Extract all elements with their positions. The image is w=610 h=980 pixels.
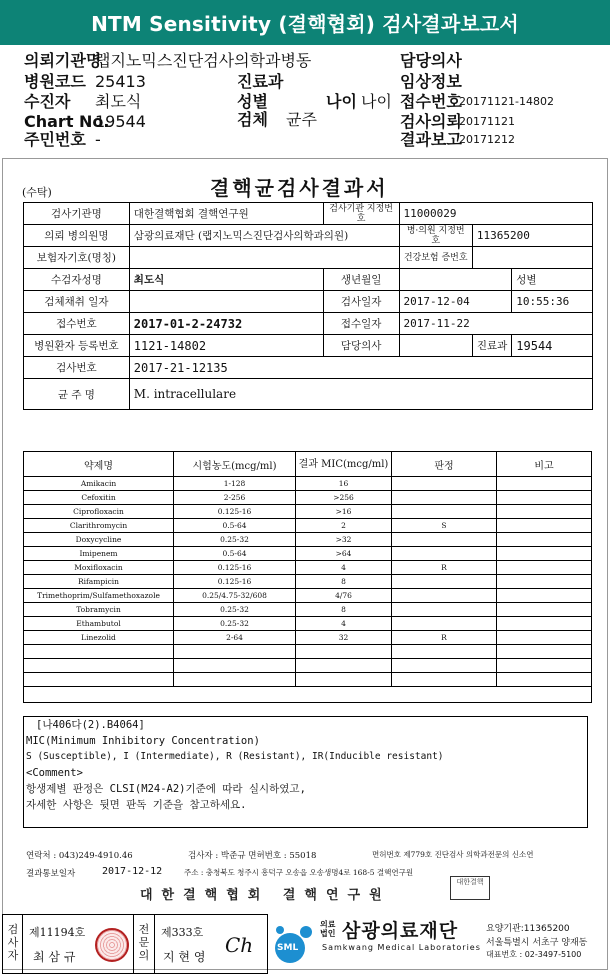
drug-remark-cell xyxy=(497,631,592,645)
drug-row xyxy=(24,491,592,505)
report-date-value: 20171212 xyxy=(459,133,515,146)
org-english-name: Samkwang Medical Laboratories xyxy=(322,943,481,952)
sex-cell xyxy=(512,269,593,291)
drug-row xyxy=(24,603,592,617)
health-cert-label: 건강보험 증번호 xyxy=(399,247,472,269)
drug-conc-cell: 0.125-16 xyxy=(174,561,296,575)
empty-cell xyxy=(497,673,592,687)
request-date-label: 검사의뢰 xyxy=(400,112,462,131)
report-title-bar xyxy=(0,0,610,45)
comment-box xyxy=(23,716,588,828)
drug-interp-cell xyxy=(392,505,497,519)
dept-label: 진료과 xyxy=(237,72,284,91)
empty-cell xyxy=(392,645,497,659)
association-name: 대한결핵협회 결핵연구원 xyxy=(140,888,391,903)
drug-name-cell: Rifampicin xyxy=(24,575,174,589)
patient-info-table xyxy=(23,202,593,410)
drug-row xyxy=(24,477,592,491)
lab-id-label: 검사기관 지정번호 xyxy=(323,203,399,225)
test-no-value: 2017-21-12135 xyxy=(129,357,592,379)
drug-remark-cell xyxy=(497,561,592,575)
test-date-value: 2017-12-04 xyxy=(399,291,512,313)
specialist-vertical-label: 전문의 xyxy=(138,923,150,962)
drug-remark-cell xyxy=(497,617,592,631)
examiner-license-no: 제11194호 xyxy=(29,926,86,939)
hospital-id-value: 11365200 xyxy=(472,225,592,247)
specimen-label: 검체 xyxy=(237,110,268,129)
drug-name-cell: Cefoxitin xyxy=(24,491,174,505)
drug-interp-cell xyxy=(392,589,497,603)
drug-name-cell: Imipenem xyxy=(24,547,174,561)
request-date-value: 20171121 xyxy=(459,115,515,128)
signature-box xyxy=(2,914,268,974)
department-label: 진료과 xyxy=(472,335,511,357)
empty-cell xyxy=(296,659,392,673)
drug-mic-cell: 32 xyxy=(296,631,392,645)
report-date-label: 결과보고 xyxy=(400,130,462,149)
drug-conc-cell: 2-256 xyxy=(174,491,296,505)
specialist-license-no: 제333호 xyxy=(161,926,204,939)
footer-examiner: 검사자 : 박준규 면허번호 : 55018 xyxy=(188,851,317,861)
drug-mic-cell: 8 xyxy=(296,575,392,589)
name-value: 최도식 xyxy=(129,269,323,291)
empty-cell xyxy=(497,659,592,673)
sml-logo-text: SML xyxy=(277,943,299,953)
official-stamp xyxy=(450,876,490,900)
clinical-info-label: 임상정보 xyxy=(400,72,462,91)
drug-interp-cell: R xyxy=(392,631,497,645)
drug-row xyxy=(24,533,592,547)
empty-cell xyxy=(174,659,296,673)
footer-address: 주소 : 충청북도 청주시 흥덕구 오송읍 오송생명4로 168-5 결핵연구원 xyxy=(184,868,414,877)
hospital-code-value: 25413 xyxy=(95,72,146,91)
drug-conc-cell: 0.125-16 xyxy=(174,575,296,589)
chart-no-value: 19544 xyxy=(95,112,146,131)
comment-line-5: 자세한 사항은 뒷면 판독 기준을 참고하세요. xyxy=(26,799,247,811)
empty-row xyxy=(24,659,592,673)
test-no-label: 검사번호 xyxy=(24,357,130,379)
drug-row xyxy=(24,505,592,519)
report-title: NTM Sensitivity (결핵협회) 검사결과보고서 xyxy=(91,12,519,36)
drug-row xyxy=(24,519,592,533)
empty-cell xyxy=(24,659,174,673)
patient-reg-value: 1121-14802 xyxy=(129,335,323,357)
receive-date-label: 접수일자 xyxy=(323,313,399,335)
drug-name-cell: Doxycycline xyxy=(24,533,174,547)
attending-doctor-value xyxy=(399,335,472,357)
drug-remark-cell xyxy=(497,519,592,533)
drug-remark-cell xyxy=(497,477,592,491)
sml-logo-icon xyxy=(270,922,314,966)
stamp-text: 대한결핵 xyxy=(456,878,484,886)
empty-cell xyxy=(24,687,592,703)
empty-row xyxy=(24,645,592,659)
drug-remark-cell xyxy=(497,533,592,547)
drug-mic-cell: >64 xyxy=(296,547,392,561)
drug-mic-cell: >32 xyxy=(296,533,392,547)
receive-date-value: 2017-11-22 xyxy=(399,313,592,335)
drug-name-cell: Tobramycin xyxy=(24,603,174,617)
lab-id-value: 11000029 xyxy=(399,203,592,225)
footer-license: 면허번호 제779호 진단검사 의학과전문의 신소연 xyxy=(372,850,534,859)
drug-remark-cell xyxy=(497,491,592,505)
strain-value: M. intracellulare xyxy=(129,379,592,410)
reg-no-label: 접수번호 xyxy=(24,313,130,335)
patient-reg-label: 병원환자 등록번호 xyxy=(24,335,130,357)
collect-date-value xyxy=(129,291,323,313)
examiner-name: 최 삼 규 xyxy=(33,950,76,964)
drug-mic-cell: 4/76 xyxy=(296,589,392,603)
signature-bar xyxy=(2,914,606,976)
examiner-seal-icon xyxy=(95,928,129,962)
drug-sensitivity-table xyxy=(23,451,592,703)
org-code-line: 요양기관:11365200 xyxy=(486,924,570,934)
drug-interp-cell: R xyxy=(392,561,497,575)
drug-row xyxy=(24,561,592,575)
empty-cell xyxy=(497,645,592,659)
drug-interp-cell xyxy=(392,575,497,589)
empty-row xyxy=(24,673,592,687)
comment-line-3: <Comment> xyxy=(26,767,83,779)
drug-row xyxy=(24,631,592,645)
receipt-no-label: 접수번호 xyxy=(400,92,462,111)
org-prefix: 의료 법인 xyxy=(320,920,336,938)
attending-doctor-label: 담당의사 xyxy=(323,335,399,357)
drug-conc-cell: 0.25-32 xyxy=(174,603,296,617)
reg-no-value: 2017-01-2-24732 xyxy=(129,313,323,335)
test-date-label: 검사일자 xyxy=(323,291,399,313)
strain-label: 균 주 명 xyxy=(24,379,130,410)
drug-conc-cell: 0.5-64 xyxy=(174,547,296,561)
comment-line-4: 항생제별 판정은 CLSI(M24-A2)기준에 따라 실시하였고, xyxy=(26,783,306,795)
ssn-label: 주민번호 xyxy=(24,130,86,149)
specialist-name: 지 현 영 xyxy=(163,950,206,964)
department-value: 19544 xyxy=(512,335,593,357)
patient-value: 최도식 xyxy=(95,92,142,111)
footer-report-date-label: 결과통보일자 xyxy=(26,869,76,879)
request-hospital-value: 삼광의료재단 (랩지노믹스진단검사의학과의원) xyxy=(129,225,399,247)
footer-contact: 연락처 : 043)249-4910.46 xyxy=(26,851,133,861)
drug-name-cell: Ciprofloxacin xyxy=(24,505,174,519)
test-conc-header: 시험농도(mcg/ml) xyxy=(174,452,296,477)
birth-value xyxy=(399,269,512,291)
interpretation-header: 판정 xyxy=(392,452,497,477)
mic-header: 결과 MIC(mcg/ml) xyxy=(296,452,392,477)
institution-label: 의뢰기관명 xyxy=(24,51,102,70)
birth-label: 생년월일 xyxy=(323,269,399,291)
drug-remark-cell xyxy=(497,589,592,603)
drug-conc-cell: 1-128 xyxy=(174,477,296,491)
sex-label-report: 성별 xyxy=(516,274,537,286)
drug-mic-cell: 4 xyxy=(296,617,392,631)
request-hospital-label: 의뢰 병의원명 xyxy=(24,225,130,247)
patient-label: 수진자 xyxy=(24,92,71,111)
drug-mic-cell: 4 xyxy=(296,561,392,575)
receipt-no-value: 20171121-14802 xyxy=(459,95,554,108)
drug-name-cell: Ethambutol xyxy=(24,617,174,631)
empty-cell xyxy=(392,659,497,673)
drug-row xyxy=(24,617,592,631)
age-value: 나이 xyxy=(361,92,392,111)
drug-interp-cell xyxy=(392,477,497,491)
name-label: 수검자성명 xyxy=(24,269,130,291)
drug-conc-cell: 2-64 xyxy=(174,631,296,645)
org-phone-line: 대표번호 : 02-3497-5100 xyxy=(486,950,582,959)
empty-cell xyxy=(174,673,296,687)
drug-conc-cell: 0.125-16 xyxy=(174,505,296,519)
drug-interp-cell xyxy=(392,617,497,631)
sex-label: 성별 xyxy=(237,92,268,111)
drug-name-cell: Amikacin xyxy=(24,477,174,491)
health-cert-value xyxy=(472,247,592,269)
drug-interp-cell xyxy=(392,533,497,547)
examiner-vertical-label: 검사자 xyxy=(7,923,19,962)
empty-cell xyxy=(296,645,392,659)
drug-remark-cell xyxy=(497,575,592,589)
drug-conc-cell: 0.25/4.75-32/608 xyxy=(174,589,296,603)
comment-line-1: MIC(Minimum Inhibitory Concentration) xyxy=(26,735,260,747)
insurance-value xyxy=(129,247,399,269)
drug-remark-cell xyxy=(497,603,592,617)
lab-value: 대한결핵협회 결핵연구원 xyxy=(129,203,323,225)
org-address-line: 서울특별시 서초구 양재동 xyxy=(486,938,588,948)
empty-cell xyxy=(392,673,497,687)
doctor-label: 담당의사 xyxy=(400,51,462,70)
drug-name-cell: Moxifloxacin xyxy=(24,561,174,575)
drug-interp-cell: S xyxy=(392,519,497,533)
drug-conc-cell: 0.5-64 xyxy=(174,519,296,533)
empty-cell xyxy=(24,673,174,687)
drug-mic-cell: >256 xyxy=(296,491,392,505)
drug-name-header: 약제명 xyxy=(24,452,174,477)
drug-row xyxy=(24,547,592,561)
report-main-title: 결핵균검사결과서 xyxy=(210,176,389,200)
drug-row xyxy=(24,575,592,589)
drug-interp-cell xyxy=(392,491,497,505)
hospital-code-label: 병원코드 xyxy=(24,72,86,91)
insurance-label: 보험자기호(명칭) xyxy=(24,247,130,269)
hospital-id-label: 병·의원 지정번호 xyxy=(399,225,472,247)
ssn-value: - xyxy=(95,130,101,149)
drug-mic-cell: >16 xyxy=(296,505,392,519)
empty-cell xyxy=(174,645,296,659)
drug-mic-cell: 2 xyxy=(296,519,392,533)
drug-remark-cell xyxy=(497,505,592,519)
drug-name-cell: Clarithromycin xyxy=(24,519,174,533)
suktak-label: (수탁) xyxy=(22,186,52,199)
empty-row xyxy=(24,687,592,703)
remark-header: 비고 xyxy=(497,452,592,477)
chart-no-label: Chart No. xyxy=(24,112,110,131)
lab-label: 검사기관명 xyxy=(24,203,130,225)
collect-date-label: 검체채취 일자 xyxy=(24,291,130,313)
footer-report-date: 2017-12-12 xyxy=(102,866,163,877)
org-name: 삼광의료재단 xyxy=(342,920,459,942)
drug-row xyxy=(24,589,592,603)
comment-line-2: S (Susceptible), I (Intermediate), R (Resistant), IR(Inducible resistant) xyxy=(26,751,444,762)
drug-mic-cell: 16 xyxy=(296,477,392,491)
drug-remark-cell xyxy=(497,547,592,561)
institution-value: 랩지노믹스진단검사의학과병동 xyxy=(95,51,312,70)
drug-conc-cell: 0.25-32 xyxy=(174,533,296,547)
specialist-signature: Ch xyxy=(225,933,254,957)
specimen-value: 균주 xyxy=(286,110,317,129)
drug-name-cell: Linezolid xyxy=(24,631,174,645)
drug-conc-cell: 0.25-32 xyxy=(174,617,296,631)
drug-mic-cell: 8 xyxy=(296,603,392,617)
empty-cell xyxy=(296,673,392,687)
drug-name-cell: Trimethoprim/Sulfamethoxazole xyxy=(24,589,174,603)
test-time-value: 10:55:36 xyxy=(512,291,593,313)
drug-interp-cell xyxy=(392,603,497,617)
drug-interp-cell xyxy=(392,547,497,561)
age-label: 나이 xyxy=(326,92,357,111)
comment-code: [나406다(2).B4064] xyxy=(36,719,145,731)
empty-cell xyxy=(24,645,174,659)
